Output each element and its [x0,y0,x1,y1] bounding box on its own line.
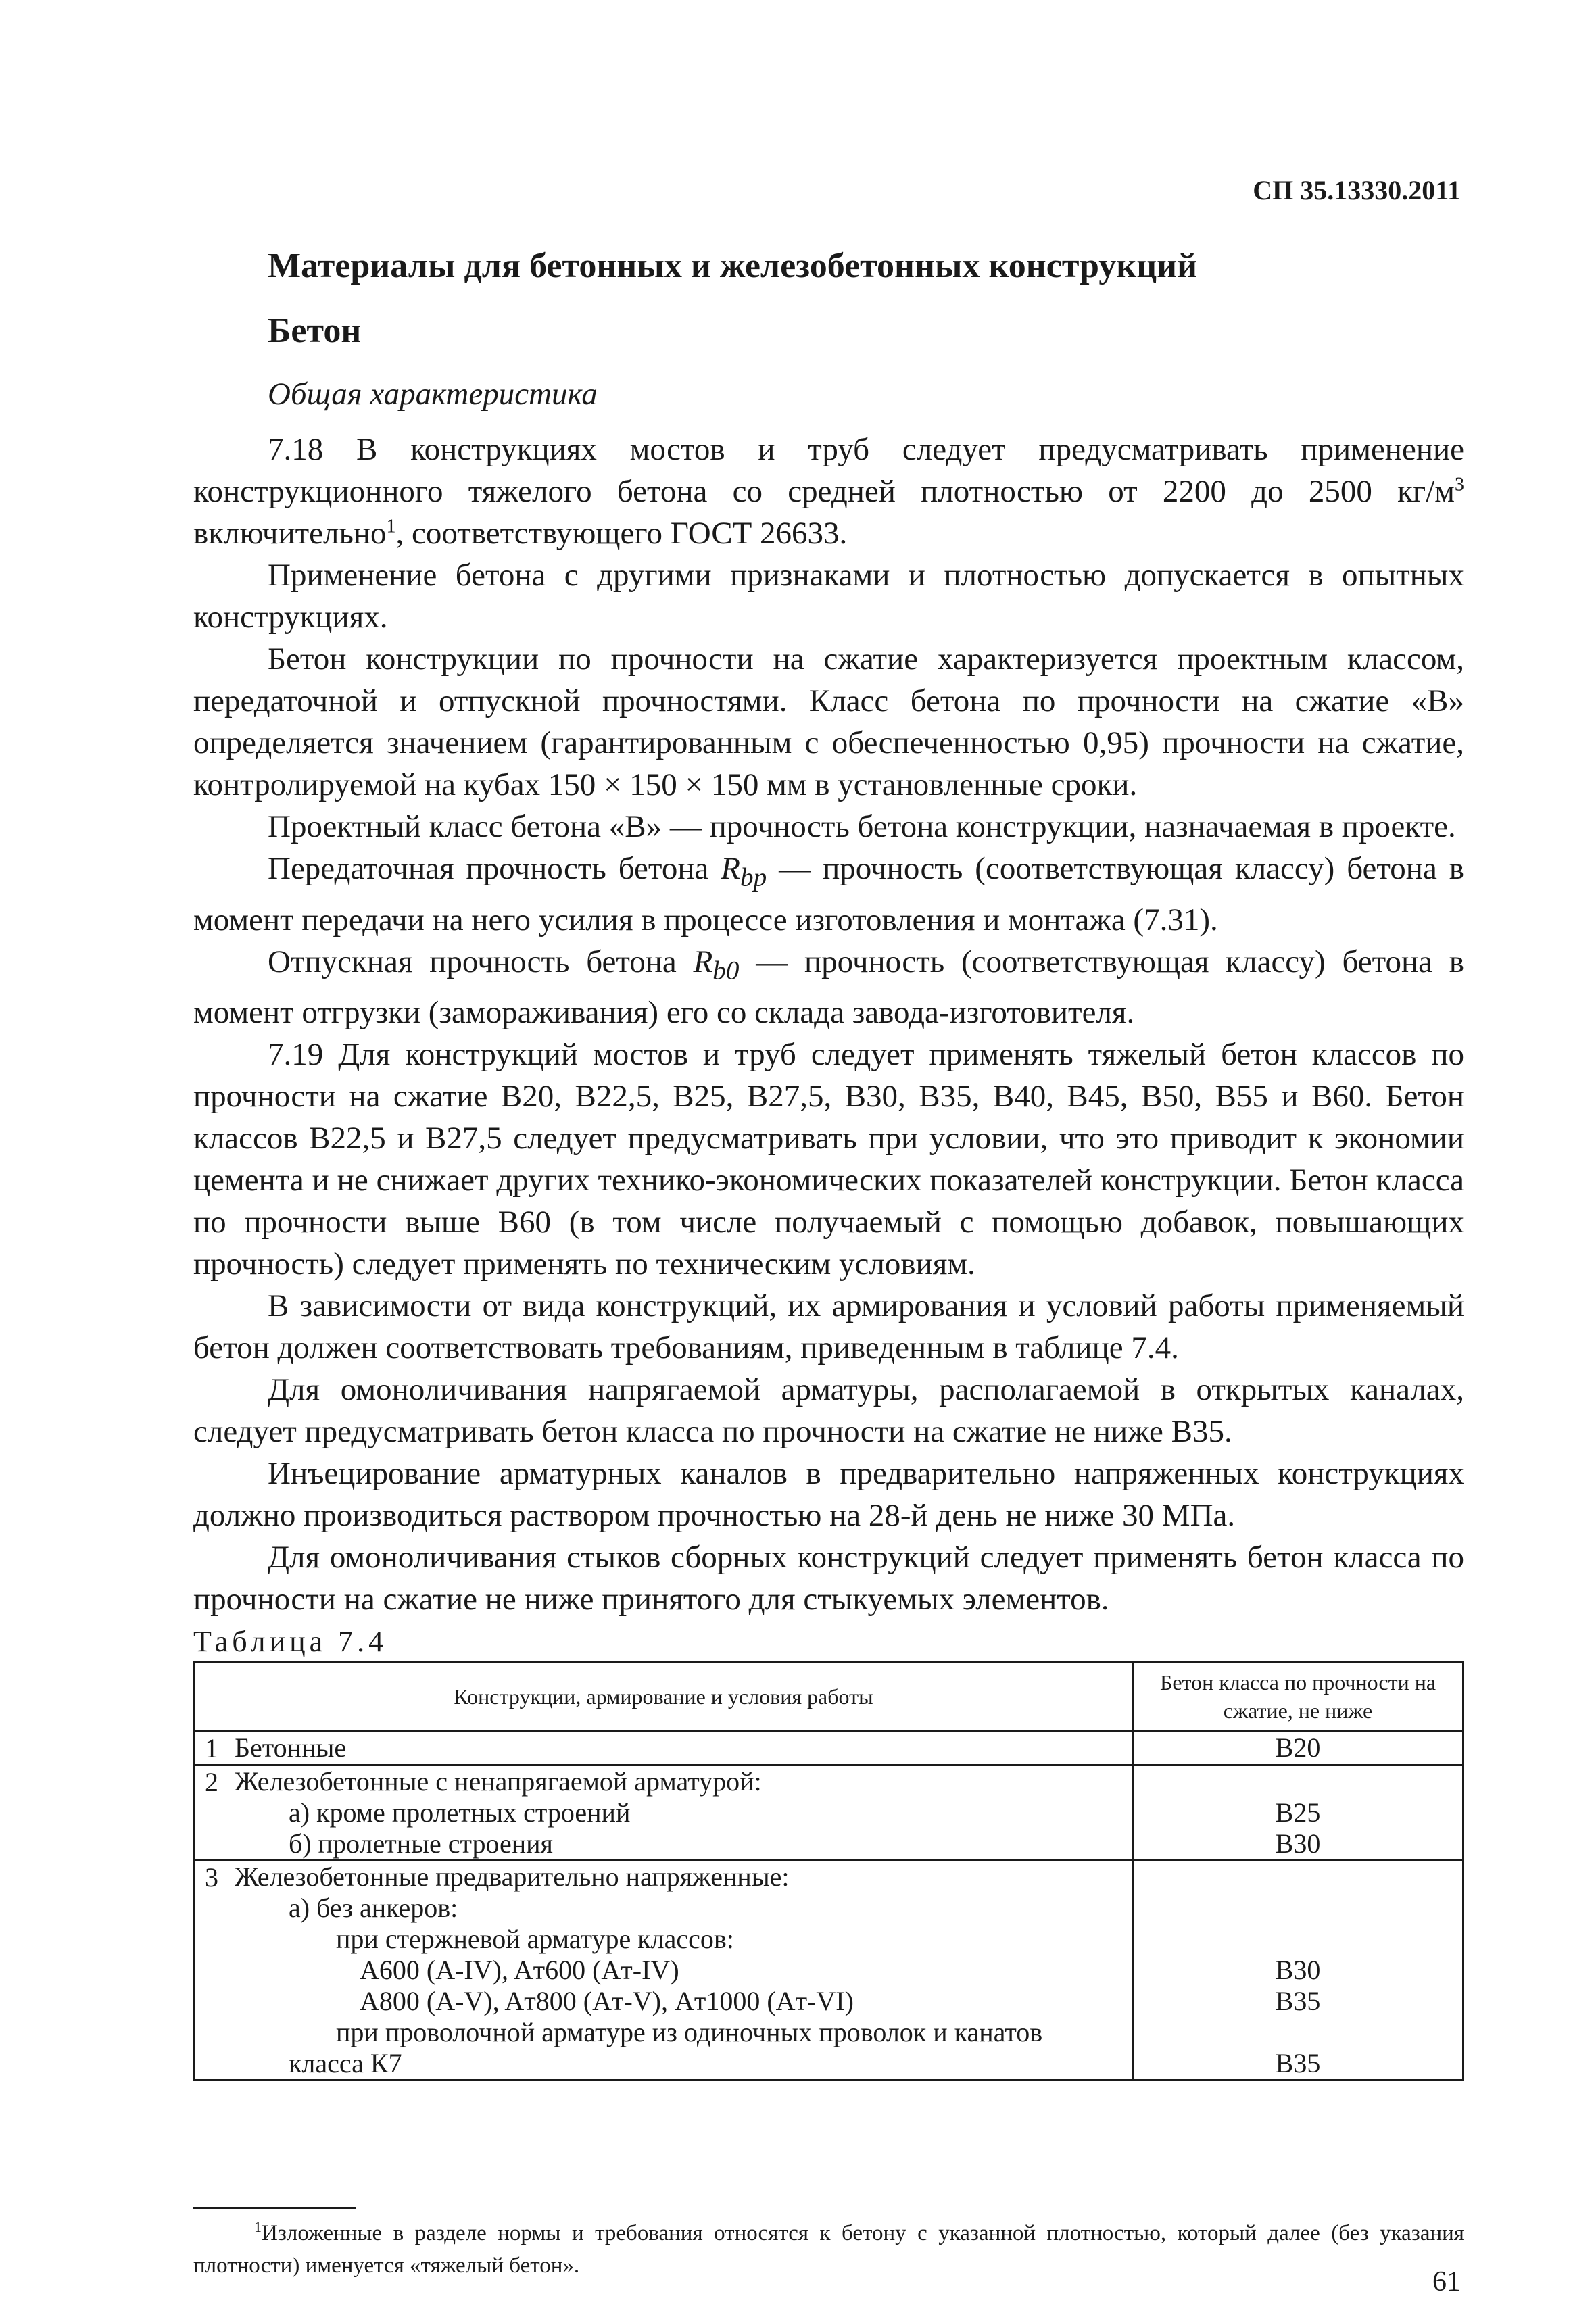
paragraph: Бетон конструкции по прочности на сжатие характеризуется проектным классом, передаточной и отпускной прочностями. Класс бетона по прочности на сжатие «В» определяется значением (гарантированным с обеспеченностью 0,95) прочности на сжатие, контролируемой на кубах 150 × 150 × 150 мм в установленные сроки. [193,641,1464,803]
class-value: B30 [1275,1955,1321,1986]
row-concrete-class [1133,1861,1464,2080]
class-value: B35 [1275,2048,1321,2079]
class-value: B30 [1275,1828,1321,1859]
page-content [193,243,1464,2081]
row-description-line: Железобетонные предварительно напряженные: [235,1861,790,1893]
row-concrete-class [1133,1732,1464,1765]
section-subheading: Общая характеристика [268,376,598,412]
class-value: B20 [1275,1732,1321,1763]
symbol-r: R [721,851,741,887]
footnote-marker: 1 [254,2218,262,2235]
concrete-class-table [193,1661,1464,2081]
paragraph-7-19: 7.19 Для конструкций мостов и труб следует применять тяжелый бетон классов по прочности на сжатие B20, B22,5, B25, B27,5, B30, B35, B40, B45, B50, B55 и B60. Бетон классов B22,5 и B27,5 следует предусматривать при условии, что это приводит к экономии цемента и не снижает других технико-экономических показателей конструкции. Бетон класса по прочности выше B60 (в том числе получаемый с помощью добавок, повышающих прочность) следует применять по техническим условиям. [193,1037,1464,1282]
row-description-line: A800 (A-V), Aт800 (Aт-V), Aт1000 (Aт-VI) [360,1986,854,2017]
paragraph: В зависимости от вида конструкций, их армирования и условий работы применяемый бетон должен соответствовать требованиям, приведенным в таблице 7.4. [193,1288,1464,1366]
row-description-line: а) без анкеров: [289,1893,458,1924]
paragraph: Для омоноличивания напрягаемой арматуры, располагаемой в открытых каналах, следует предусматривать бетон класса по прочности на сжатие не ниже B35. [193,1372,1464,1450]
footnote-text: Изложенные в разделе нормы и требования относятся к бетону с указанной плотностью, который далее (без указания плотности) именуется «тяжелый бетон». [193,2221,1464,2278]
row-description-line: а) кроме пролетных строений [289,1797,631,1828]
section-title: Материалы для бетонных и железобетонных конструкций [268,247,1198,285]
row-description-line: при проволочной арматуре из одиночных проволок и канатов [336,2017,1043,2048]
class-value: B35 [1275,1986,1321,2017]
paragraph-release-strength: Отпускная прочность бетона $R_{b0}$ — прочность (соответствующая классу) бетона в момент отгрузки (замораживания) его со склада завода-изготовителя. [193,944,1464,1031]
symbol-subscript: bp [740,862,767,892]
section-subtitle: Бетон [268,311,362,350]
row-number: 1 [195,1732,228,1765]
footnote-ref: 1 [386,516,396,537]
paragraph-7-18: 7.18 В конструкциях мостов и труб следует предусматривать применение конструкционного тяжелого бетона со средней плотностью от 2200 до 2500 $кг/м^3$ включительно$^1$, соответствующего ГОСТ 26633. [193,432,1464,552]
row-description-line: Бетонные [235,1732,347,1763]
row-description-line: Железобетонные с ненапрягаемой арматурой: [235,1766,762,1797]
row-description-line: б) пролетные строения [289,1828,553,1859]
table-row [195,1732,1464,1765]
class-value [1139,1861,1457,1893]
row-number: 3 [195,1861,228,2080]
row-description [228,1732,1133,1765]
paragraph: Для омоноличивания стыков сборных конструкций следует применять бетон класса по прочности на сжатие не ниже принятого для стыкуемых элементов. [193,1540,1464,1617]
page-number: 61 [1432,2266,1461,2297]
row-description-line: A600 (A-IV), Aт600 (Aт-IV) [360,1955,679,1986]
row-description-line: класса К7 [289,2048,402,2079]
paragraph-transfer-strength: Передаточная прочность бетона $R_{bp}$ — прочность (соответствующая классу) бетона в момент передачи на него усилия в процессе изготовления и монтажа (7.31). [193,851,1464,937]
footnote [193,2217,1464,2282]
class-value: B25 [1275,1797,1321,1828]
document-code: СП 35.13330.2011 [1253,175,1461,205]
class-value [1139,1766,1457,1797]
symbol-r: R [693,944,713,979]
paragraph: Проектный класс бетона «В» — прочность бетона конструкции, назначаемая в проекте. [268,809,1456,845]
footnote-divider [193,2207,356,2209]
paragraph: Инъецирование арматурных каналов в предварительно напряженных конструкциях должно производиться раствором прочностью на 28-й день не ниже 30 МПа. [193,1456,1464,1534]
table-caption: Таблица 7.4 [193,1625,388,1659]
row-description [228,1765,1133,1861]
row-concrete-class [1133,1765,1464,1861]
table-row [195,1765,1464,1861]
class-value [1139,1893,1457,1924]
class-value [1139,2017,1457,2048]
symbol-subscript: b0 [712,956,740,985]
row-description-line: при стержневой арматуре классов: [336,1924,734,1955]
paragraph: Применение бетона с другими признаками и плотностью допускается в опытных конструкциях. [193,558,1464,635]
row-number: 2 [195,1765,228,1861]
class-value [1139,1924,1457,1955]
table-header-class: Бетон класса по прочности на сжатие, не ниже [1133,1663,1464,1732]
table-row [195,1861,1464,2080]
row-description [228,1861,1133,2080]
superscript-cubic: 3 [1455,474,1464,495]
table-header-structures: Конструкции, армирование и условия работы [195,1663,1133,1732]
